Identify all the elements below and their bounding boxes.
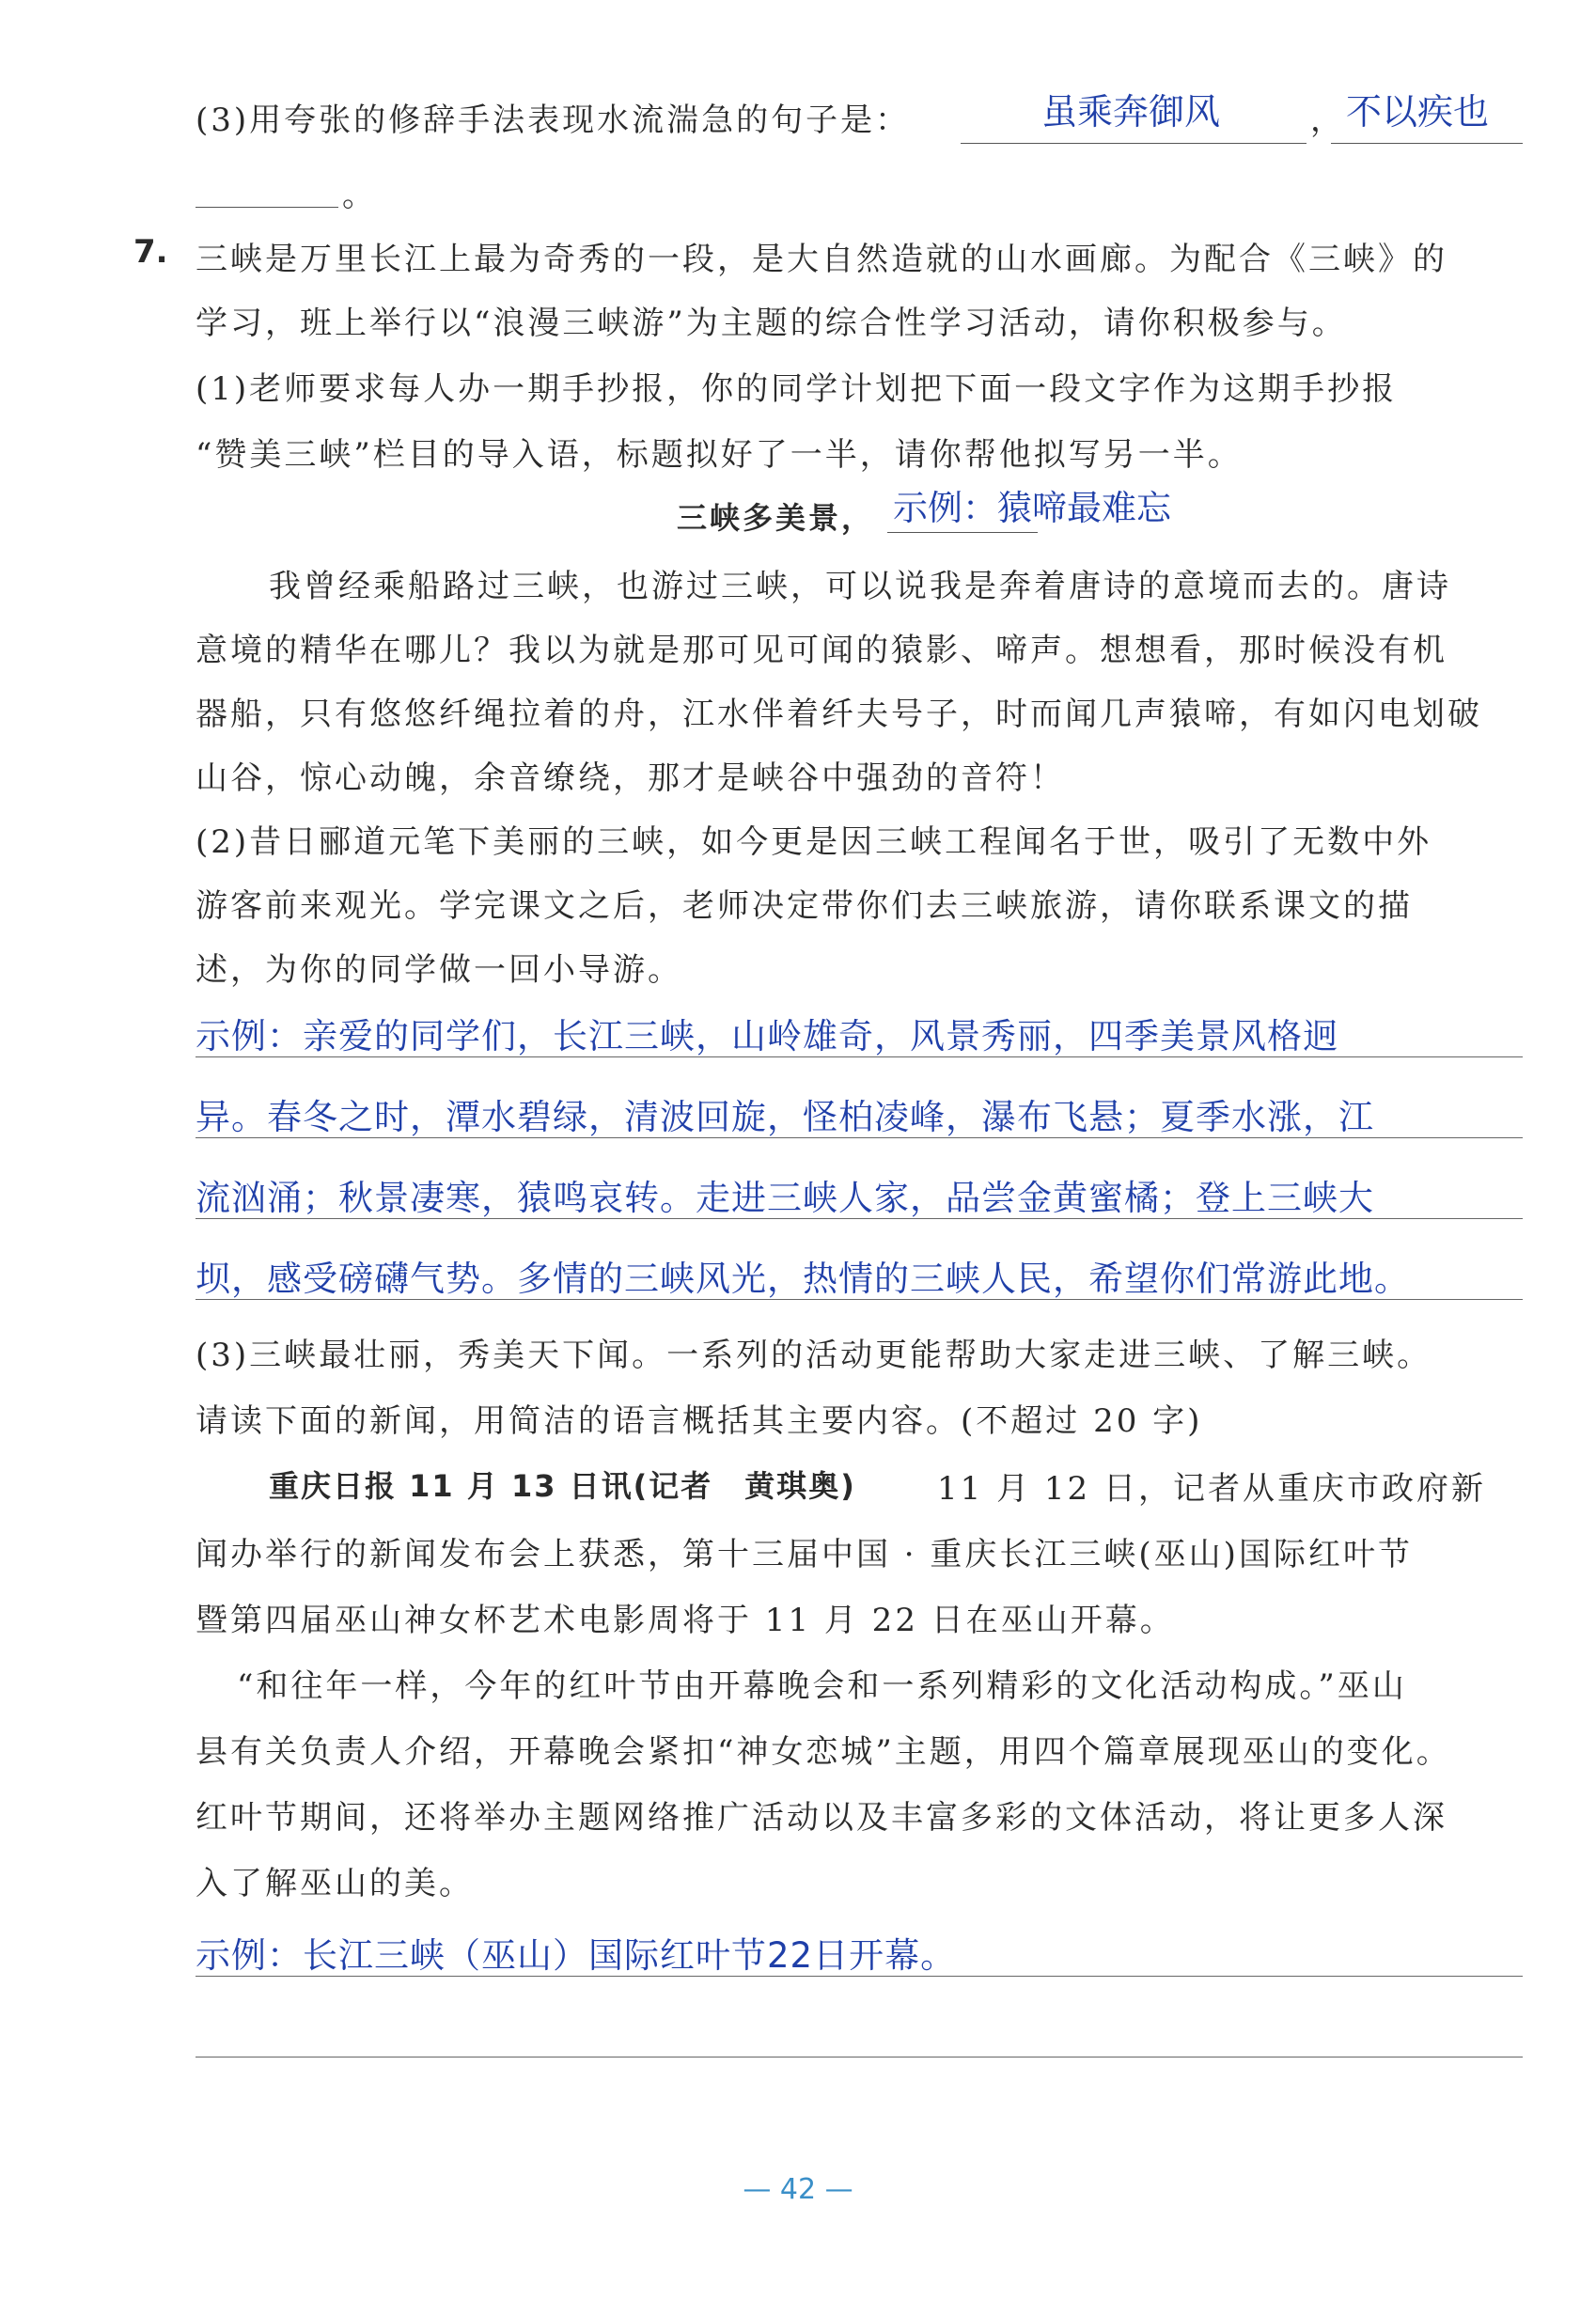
- q7-3-line-1: (3)三峡最壮丽，秀美天下闻。一系列的活动更能帮助大家走进三峡、了解三峡。: [196, 1337, 1432, 1374]
- q7-1-line-1: (1)老师要求每人办一期手抄报，你的同学计划把下面一段文字作为这期手抄报: [196, 370, 1398, 408]
- q7-2-line-1: (2)昔日郦道元笔下美丽的三峡，如今更是因三峡工程闻名于世，吸引了无数中外: [196, 823, 1432, 861]
- q7-2-line-3: 述，为你的同学做一回小导游。: [196, 951, 682, 989]
- q7-2-answer-line-3: 流汹涌；秋景凄寒，猿鸣哀转。走进三峡人家，品尝金黄蜜橘；登上三峡大: [196, 1178, 1374, 1218]
- q6-3-prompt: (3)用夸张的修辞手法表现水流湍急的句子是：: [196, 102, 911, 139]
- q7-1-passage-line-2: 意境的精华在哪儿？我以为就是那可见可闻的猿影、啼声。想想看，那时候没有机: [196, 632, 1447, 669]
- q7-intro-line-1: 三峡是万里长江上最为奇秀的一段，是大自然造就的山水画廊。为配合《三峡》的: [196, 241, 1447, 278]
- q7-3-news-line-3: 暨第四届巫山神女杯艺术电影周将于 11 月 22 日在巫山开幕。: [196, 1602, 1175, 1639]
- q7-3-news-line-1: 11 月 12 日，记者从重庆市政府新: [902, 1470, 1486, 1508]
- q6-3-comma: ，: [1310, 102, 1345, 139]
- q7-3-news-line-5: 县有关负责人介绍，开幕晚会紧扣“神女恋城”主题，用四个篇章展现巫山的变化。: [196, 1733, 1451, 1771]
- q7-intro-line-2: 学习，班上举行以“浪漫三峡游”为主题的综合性学习活动，请你积极参与。: [196, 305, 1347, 342]
- q7-2-answer-line-1: 示例：亲爱的同学们，长江三峡，山岭雄奇，风景秀丽，四季美景风格迥: [196, 1016, 1338, 1056]
- q7-1-title-answer: 示例：猿啼最难忘: [893, 488, 1171, 528]
- q7-2-answer-line-4: 坝，感受磅礴气势。多情的三峡风光，热情的三峡人民，希望你们常游此地。: [196, 1259, 1410, 1299]
- q7-1-passage-line-3: 器船，只有悠悠纤绳拉着的舟，江水伴着纤夫号子，时而闻几声猿啼，有如闪电划破: [196, 696, 1482, 733]
- q7-3-news-dateline: 重庆日报 11 月 13 日讯(记者 黄琪奥): [269, 1468, 856, 1504]
- q7-3-news-line-6: 红叶节期间，还将举办主题网络推广活动以及丰富多彩的文体活动，将让更多人深: [196, 1799, 1447, 1837]
- q6-3-answer-1: 虽乘奔御风: [1041, 91, 1221, 133]
- q6-3-blank-3[interactable]: [196, 169, 338, 208]
- q7-3-news-line-2: 闻办举行的新闻发布会上获悉，第十三届中国 · 重庆长江三峡(巫山)国际红叶节: [196, 1536, 1413, 1573]
- q7-number: 7.: [133, 233, 168, 271]
- q7-1-title-fixed: 三峡多美景，: [677, 500, 875, 536]
- q7-2-answer-line-2: 异。春冬之时，潭水碧绿，清波回旋，怪柏凌峰，瀑布飞悬；夏季水涨，江: [196, 1097, 1374, 1137]
- page-number: — 42 —: [743, 2173, 853, 2206]
- q7-3-answer: 示例：长江三峡（巫山）国际红叶节22日开幕。: [196, 1935, 957, 1976]
- q7-3-news-line-4: “和往年一样，今年的红叶节由开幕晚会和一系列精彩的文化活动构成。”巫山: [237, 1667, 1407, 1705]
- q7-3-news-line-7: 入了解巫山的美。: [196, 1865, 474, 1902]
- q6-3-answer-2: 不以疾也: [1346, 91, 1490, 133]
- q7-1-passage-line-1: 我曾经乘船路过三峡，也游过三峡，可以说我是奔着唐诗的意境而去的。唐诗: [269, 568, 1451, 605]
- q7-1-passage-line-4: 山谷，惊心动魄，余音缭绕，那才是峡谷中强劲的音符！: [196, 759, 1065, 797]
- q7-2-line-2: 游客前来观光。学完课文之后，老师决定带你们去三峡旅游，请你联系课文的描: [196, 887, 1413, 925]
- q7-3-line-2: 请读下面的新闻，用简洁的语言概括其主要内容。(不超过 20 字): [196, 1402, 1203, 1440]
- q7-1-line-2: “赞美三峡”栏目的导入语，标题拟好了一半，请你帮他拟写另一半。: [196, 436, 1243, 474]
- q6-3-end: 。: [342, 177, 377, 214]
